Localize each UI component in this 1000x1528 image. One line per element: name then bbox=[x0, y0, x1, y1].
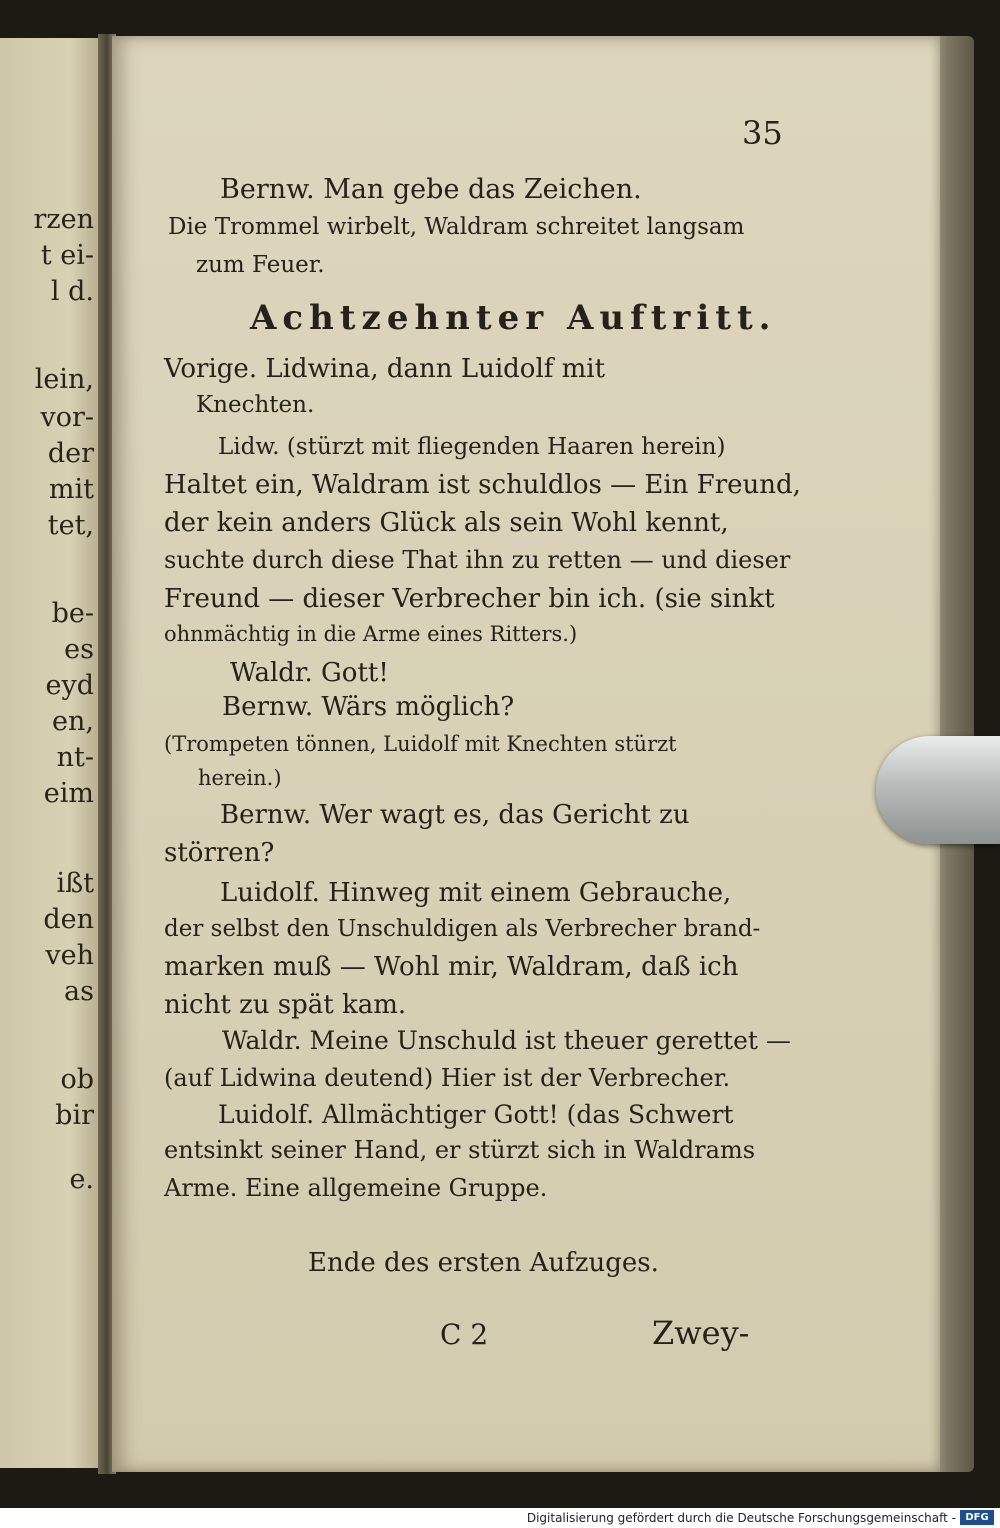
text-line: der selbst den Unschuldigen als Verbrecher brand- bbox=[164, 916, 761, 942]
text-line: ohnmächtig in die Arme eines Ritters.) bbox=[164, 622, 578, 646]
text-line: Knechten. bbox=[196, 392, 315, 418]
text-line: Bernw. Wärs möglich? bbox=[222, 692, 515, 722]
left-fragment: as bbox=[64, 976, 94, 1007]
page-number: 35 bbox=[742, 114, 783, 152]
left-fragment: bir bbox=[55, 1100, 94, 1131]
left-fragment: lein, bbox=[34, 364, 94, 395]
text-line: Waldr. Gott! bbox=[230, 658, 389, 688]
left-fragment: be- bbox=[51, 598, 94, 629]
footer-bar bbox=[0, 1508, 1000, 1528]
left-fragment: mit bbox=[48, 474, 94, 505]
text-line: Die Trommel wirbelt, Waldram schreitet langsam bbox=[168, 214, 745, 240]
left-fragment: l d. bbox=[50, 276, 94, 307]
text-line: Bernw. Man gebe das Zeichen. bbox=[220, 174, 642, 205]
left-fragment: ißt bbox=[56, 868, 94, 899]
footer-credit: Digitalisierung gefördert durch die Deutsche Forschungsgemeinschaft - bbox=[526, 1511, 956, 1525]
text-line: Arme. Eine allgemeine Gruppe. bbox=[164, 1174, 548, 1202]
dfg-logo: DFG bbox=[960, 1510, 994, 1525]
text-line: störren? bbox=[164, 838, 275, 868]
text-line: herein.) bbox=[198, 766, 282, 790]
left-fragment: tet, bbox=[47, 510, 94, 541]
scene-heading: Achtzehnter Auftritt. bbox=[250, 298, 777, 338]
text-line: Haltet ein, Waldram ist schuldlos — Ein Freund, bbox=[164, 470, 801, 500]
left-fragment: eim bbox=[43, 778, 94, 809]
text-line: Bernw. Wer wagt es, das Gericht zu bbox=[220, 800, 690, 830]
signature-mark: C 2 bbox=[440, 1318, 489, 1351]
left-fragment: es bbox=[64, 634, 94, 665]
text-line: suchte durch diese That ihn zu retten — und dieser bbox=[164, 546, 791, 574]
text-line: Freund — dieser Verbrecher bin ich. (sie sinkt bbox=[164, 584, 775, 614]
page-clip bbox=[876, 736, 1000, 844]
text-line: Luidolf. Hinweg mit einem Gebrauche, bbox=[220, 878, 732, 908]
left-fragment: eyd bbox=[45, 670, 94, 701]
text-line: Waldr. Meine Unschuld ist theuer gerettet — bbox=[222, 1026, 791, 1055]
left-fragment: veh bbox=[45, 940, 94, 971]
text-line: zum Feuer. bbox=[196, 252, 325, 278]
left-fragment: den bbox=[43, 904, 94, 935]
text-line: Luidolf. Allmächtiger Gott! (das Schwert bbox=[218, 1100, 734, 1129]
left-page-edge bbox=[0, 38, 100, 1468]
text-line: Lidw. (stürzt mit fliegenden Haaren herein) bbox=[218, 434, 726, 460]
left-fragment: rzen bbox=[33, 204, 94, 235]
text-line: der kein anders Glück als sein Wohl kennt, bbox=[164, 508, 729, 538]
left-fragment: der bbox=[47, 438, 94, 469]
catchword: Zwey- bbox=[652, 1314, 750, 1352]
text-line: (auf Lidwina deutend) Hier ist der Verbrecher. bbox=[164, 1064, 731, 1092]
left-fragment: en, bbox=[52, 706, 94, 737]
left-fragment: ob bbox=[60, 1064, 94, 1095]
left-fragment: t ei- bbox=[40, 240, 94, 271]
left-fragment: vor- bbox=[40, 402, 94, 433]
text-line: Vorige. Lidwina, dann Luidolf mit bbox=[164, 354, 606, 384]
left-fragment: nt- bbox=[56, 742, 94, 773]
book-page bbox=[112, 36, 940, 1472]
text-line: (Trompeten tönnen, Luidolf mit Knechten stürzt bbox=[164, 732, 677, 756]
act-end-line: Ende des ersten Aufzuges. bbox=[308, 1248, 659, 1278]
text-line: marken muß — Wohl mir, Waldram, daß ich bbox=[164, 952, 739, 982]
text-line: entsinkt seiner Hand, er stürzt sich in Waldrams bbox=[164, 1136, 756, 1164]
left-fragment: e. bbox=[69, 1164, 94, 1195]
text-line: nicht zu spät kam. bbox=[164, 990, 407, 1020]
